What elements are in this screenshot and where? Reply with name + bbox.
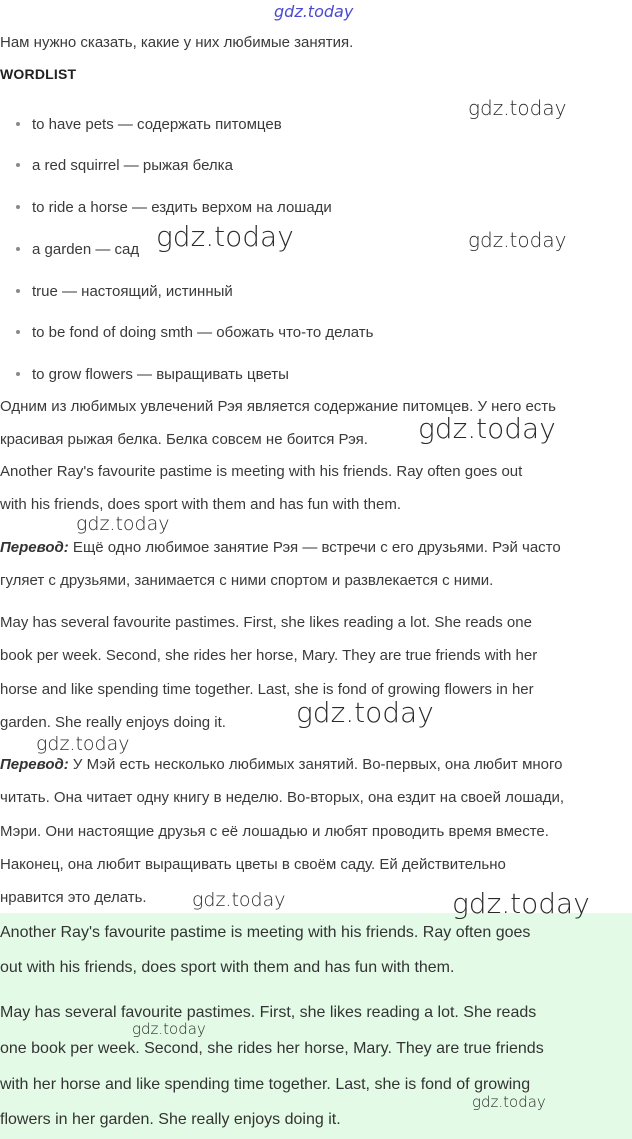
watermark: gdz.today [36,733,130,755]
watermark: gdz.today [192,889,286,911]
bullet-icon [16,330,20,334]
text-line [0,539,561,556]
wordlist-item [16,116,282,133]
bullet-icon [16,289,20,293]
watermark: gdz.today [472,1093,546,1111]
text-line: гуляет с друзьями, занимается с ними спортом и развлекается с ними. [0,572,494,589]
wordlist-item [16,157,233,174]
watermark: gdz.today [452,887,590,920]
text-line [0,756,563,773]
watermark: gdz.today [418,412,556,445]
wordlist-item-text: to be fond of doing smth — обожать что-то делать [32,324,374,341]
bullet-icon [16,122,20,126]
bullet-icon [16,372,20,376]
bullet-icon [16,205,20,209]
bullet-icon [16,163,20,167]
text-line: нравится это делать. [0,889,147,906]
text-span: У Мэй есть несколько любимых занятий. Во-первых, она любит много [68,756,563,773]
text-line: book per week. Second, she rides her horse, Mary. They are true friends with her [0,647,538,664]
wordlist-item-text: to have pets — содержать питомцев [32,116,282,133]
answer-line: flowers in her garden. She really enjoys doing it. [0,1111,341,1128]
watermark: gdz.today [468,228,567,252]
watermark: gdz.today [296,696,434,729]
watermark: gdz.today [468,96,567,120]
text-line: May has several favourite pastimes. First, she likes reading a lot. She reads one [0,614,532,631]
text-span: Ещё одно любимое занятие Рэя — встречи с его друзьями. Рэй часто [68,539,561,556]
text-line: Another Ray's favourite pastime is meeting with his friends. Ray often goes out [0,463,523,480]
answer-line: Another Ray's favourite pastime is meeting with his friends. Ray often goes [0,924,531,941]
wordlist-item [16,283,233,300]
watermark: gdz.today [132,1020,206,1038]
wordlist-item-text: a garden — сад [32,241,140,258]
text-line: Одним из любимых увлечений Рэя является содержание питомцев. У него есть [0,398,556,415]
text-line: Наконец, она любит выращивать цветы в своём саду. Ей действительно [0,856,506,873]
text-line: with his friends, does sport with them and has fun with them. [0,496,402,513]
text-line: horse and like spending time together. Last, she is fond of growing flowers in her [0,681,534,698]
text-line: garden. She really enjoys doing it. [0,714,226,731]
intro-text: Нам нужно сказать, какие у них любимые занятия. [0,34,354,51]
wordlist-item [16,199,332,216]
watermark-top: gdz.today [274,2,354,21]
wordlist-item [16,366,289,383]
watermark: gdz.today [156,220,294,253]
text-line: читать. Она читает одну книгу в неделю. Во-вторых, она ездит на своей лошади, [0,789,565,806]
wordlist-item-text: to grow flowers — выращивать цветы [32,366,289,383]
wordlist-title: WORDLIST [0,66,77,82]
text-line: Мэри. Они настоящие друзья с её лошадью и любят проводить время вместе. [0,823,549,840]
answer-line: with her horse and like spending time together. Last, she is fond of growing [0,1076,531,1093]
answer-line: out with his friends, does sport with them and has fun with them. [0,959,455,976]
wordlist-item-text: true — настоящий, истинный [32,283,233,300]
translation-label: Перевод: [0,539,69,556]
watermark: gdz.today [76,513,170,535]
answer-line: May has several favourite pastimes. First, she likes reading a lot. She reads [0,1004,537,1021]
translation-label: Перевод: [0,756,69,773]
answer-line: one book per week. Second, she rides her horse, Mary. They are true friends [0,1040,544,1057]
bullet-icon [16,247,20,251]
wordlist-item [16,324,373,341]
wordlist-item-text: to ride a horse — ездить верхом на лошади [32,199,332,216]
text-line: красивая рыжая белка. Белка совсем не боится Рэя. [0,431,368,448]
wordlist-item [16,241,139,258]
wordlist-item-text: a red squirrel — рыжая белка [32,157,233,174]
